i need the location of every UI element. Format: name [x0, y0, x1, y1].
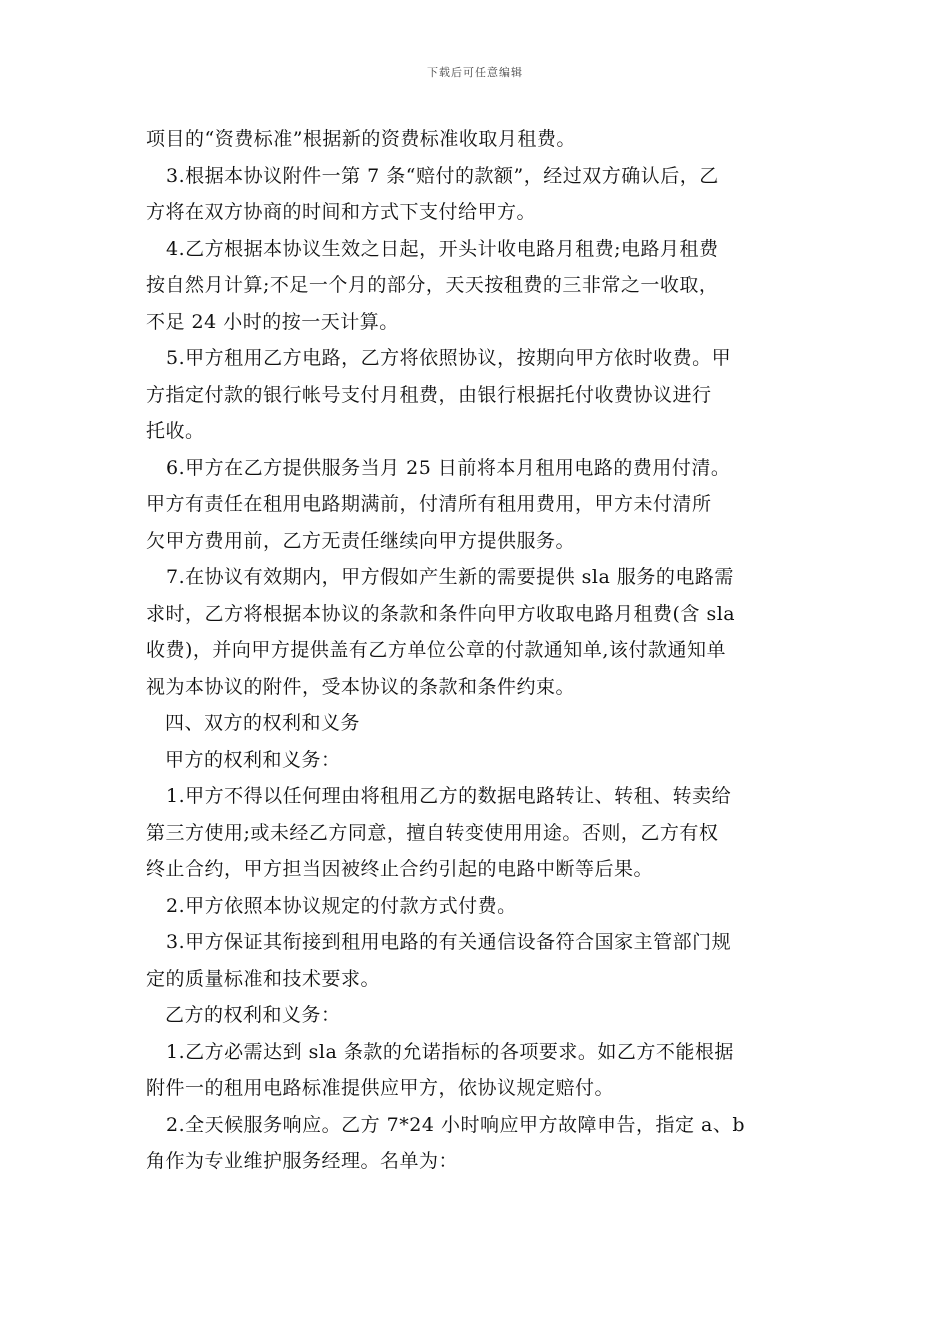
- paragraph-line: 托收。: [146, 420, 205, 442]
- paragraph-line: 5.甲方租用乙方电路，乙方将依照协议，按期向甲方依时收费。甲: [166, 347, 732, 369]
- paragraph-line: 甲方有责任在租用电路期满前，付清所有租用费用，甲方未付清所: [146, 493, 712, 515]
- paragraph-line: 项目的“资费标准”根据新的资费标准收取月租费。: [146, 128, 576, 150]
- section-heading: 四、双方的权利和义务: [165, 712, 361, 734]
- paragraph-line: 终止合约，甲方担当因被终止合约引起的电路中断等后果。: [146, 858, 654, 880]
- paragraph-line: 6.甲方在乙方提供服务当月 25 日前将本月租用电路的费用付清。: [166, 456, 731, 479]
- header-note: 下载后可任意编辑: [427, 66, 523, 79]
- paragraph-line: 欠甲方费用前，乙方无责任继续向甲方提供服务。: [146, 529, 576, 552]
- paragraph-line: 3.甲方保证其衔接到租用电路的有关通信设备符合国家主管部门规: [166, 931, 732, 953]
- document-body: [146, 121, 808, 1180]
- paragraph-line: 收费)，并向甲方提供盖有乙方单位公章的付款通知单,该付款通知单: [146, 639, 726, 661]
- paragraph-line: 2.全天候服务响应。乙方 7*24 小时响应甲方故障申告，指定 a、b: [166, 1113, 746, 1136]
- paragraph-line: 不足 24 小时的按一天计算。: [146, 310, 399, 333]
- paragraph-line: 2.甲方依照本协议规定的付款方式付费。: [166, 894, 517, 917]
- paragraph-line: 附件一的租用电路标准提供应甲方，依协议规定赔付。: [146, 1077, 615, 1099]
- paragraph-line: 7.在协议有效期内，甲方假如产生新的需要提供 sla 服务的电路需: [166, 566, 734, 588]
- paragraph-line: 4.乙方根据本协议生效之日起，开头计收电路月租费;电路月租费: [166, 237, 719, 260]
- paragraph-line: 方指定付款的银行帐号支付月租费，由银行根据托付收费协议进行: [146, 383, 712, 406]
- paragraph-line: 第三方使用;或未经乙方同意，擅自转变使用用途。否则，乙方有权: [146, 821, 719, 844]
- paragraph-line: 1.甲方不得以任何理由将租用乙方的数据电路转让、转租、转卖给: [166, 785, 732, 807]
- subsection-heading: 甲方的权利和义务：: [165, 748, 341, 771]
- paragraph-line: 1.乙方必需达到 sla 条款的允诺指标的各项要求。如乙方不能根据: [166, 1040, 734, 1063]
- paragraph-line: 视为本协议的附件，受本协议的条款和条件约束。: [146, 675, 576, 698]
- paragraph-line: 角作为专业维护服务经理。名单为：: [146, 1150, 459, 1172]
- paragraph-line: 按自然月计算;不足一个月的部分，天天按租费的三非常之一收取，: [146, 274, 719, 296]
- paragraph-line: 3.根据本协议附件一第 7 条“赔付的款额”，经过双方确认后，乙: [166, 164, 719, 187]
- paragraph-line: 方将在双方协商的时间和方式下支付给甲方。: [146, 201, 537, 223]
- paragraph-line: 求时，乙方将根据本协议的条款和条件向甲方收取电路月租费(含 sla: [146, 602, 736, 625]
- paragraph-line: 定的质量标准和技术要求。: [146, 967, 381, 990]
- subsection-heading: 乙方的权利和义务：: [165, 1004, 341, 1026]
